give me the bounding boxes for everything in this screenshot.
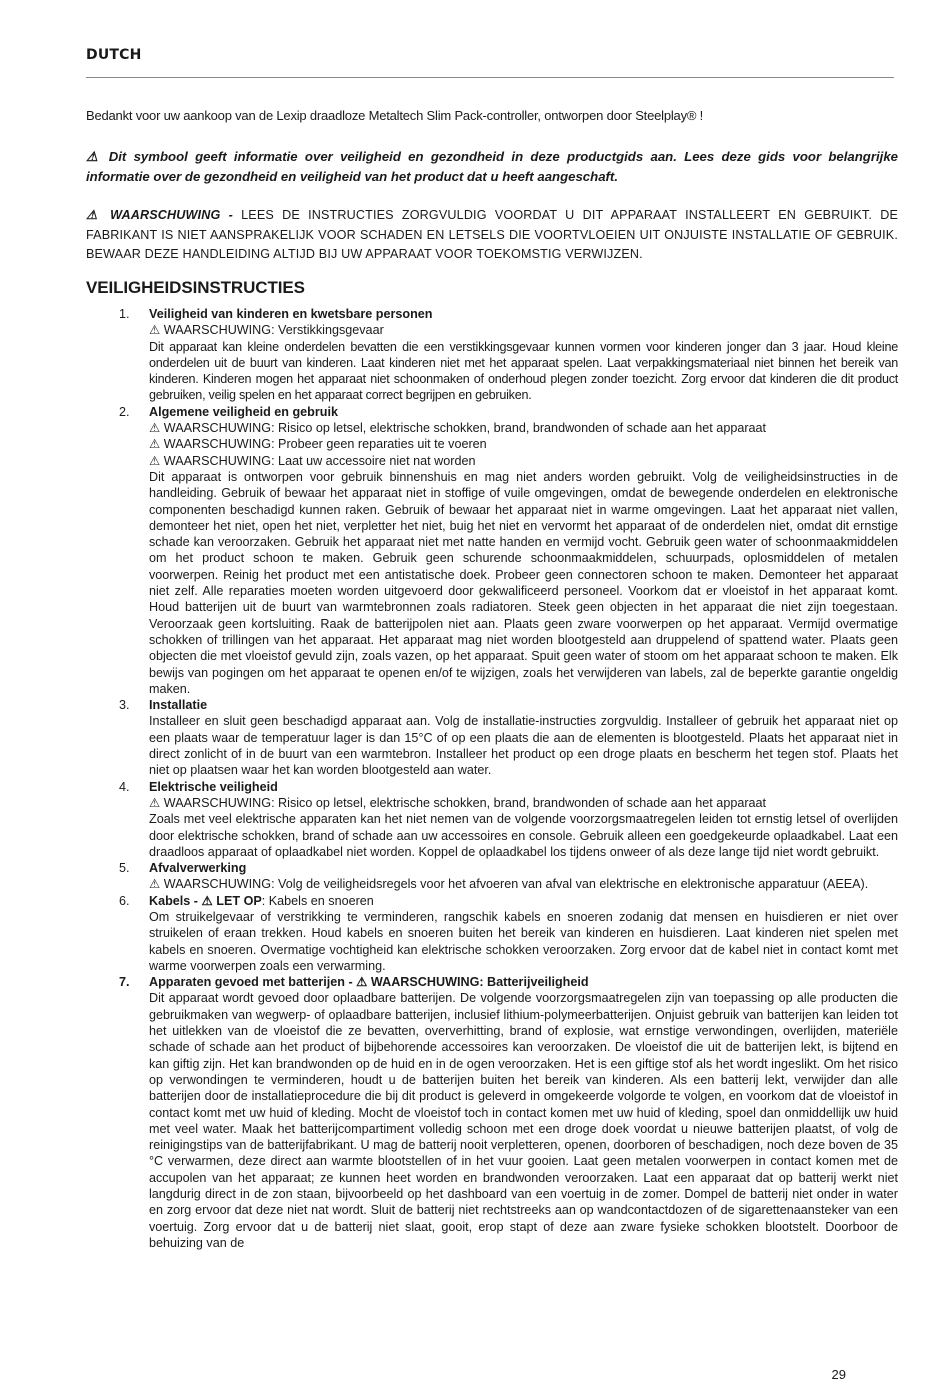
item-title: Installatie — [149, 698, 208, 713]
warning-line: ⚠ WAARSCHUWING: Risico op letsel, elektrische schokken, brand, brandwonden of schade aan het apparaat — [149, 421, 767, 436]
warning-line: ⚠ WAARSCHUWING: Risico op letsel, elektrische schokken, brand, brandwonden of schade aan het apparaat — [149, 795, 767, 810]
warning-line: ⚠ WAARSCHUWING: Laat uw accessoire niet nat worden — [149, 453, 476, 468]
list-item — [86, 779, 898, 860]
info-notice: ⚠ Dit symbool geeft informatie over veiligheid en gezondheid in deze productgids aan. Lees deze gids voor belangrijke informatie over de gezondheid en veiligheid van het product dat u heeft aangeschaft. — [86, 149, 898, 184]
item-text: Dit apparaat wordt gevoed door oplaadbare batterijen. De volgende voorzorgsmaatregelen zijn van toepassing op alle producten die gebruikmaken van wegwerp- of oplaadbare batterijen, inclusief lithium-polymeerbatterijen. Onjuist gebruik van batterijen kan leiden tot het uitlekken van de vloeistof die ze bevatten, oververhitting, brand of explosie, wat ernstige verwondingen, overlijden, materiële schade of schade aan het product of bijbehorende accessoires kan veroorzaken. De vloeistof die uit de batterijen lekt, is bijtend en kan giftig zijn. Het kan brandwonden op de huid en in de ogen veroorzaken. Het is een giftige stof als het wordt ingeslikt. Om het risico op verwondingen te verminderen, houdt u de batterijen buiten het bereik van kinderen. Als een batterij lekt, verwijder dan alle batterijen door de installatieprocedure die bij dit product is geleverd in omgekeerde volgorde te volgen, en voorkom dat de vloeistof in contact komt met uw huid of kleding. Mocht de vloeistof toch in contact komen met uw huid of kleding, spoel dan onmiddellijk uw huid met veel water. Maak het batterijcompartiment volledig schoon met een droge doek voordat u nieuwe batterijen plaatst, of volg de reinigingstips van de batterijfabrikant. U mag de batterij nooit verpletteren, openen, doorboren of beschadigen, noch deze boven de 35 °C verwarmen, deze direct aan warmte blootstellen of in het vuur gooien. Laat geen metalen voorwerpen in contact komen met de accupolen van het apparaat; ze kunnen heet worden en brandwonden veroorzaken. Laat een apparaat dat op batterij werkt niet langdurig direct in de zon staan, bijvoorbeeld op het dashboard van een voertuig in de zomer. Dompel de batterij niet onder in water en zorg ervoor dat deze niet nat wordt. Sluit de batterij niet rechtstreeks aan op wandcontactdozen of de sigarettenaansteker van een voertuig. Zorg ervoor dat u de batterij niet slaat, gooit, erop stapt of deze aan zware fysieke schokken blootstelt. Doorboor de behuizing van de — [149, 991, 898, 1250]
warning-notice-text: LEES DE INSTRUCTIES ZORGVULDIG VOORDAT U DIT APPARAAT INSTALLEERT EN GEBRUIKT. DE FABRIKANT IS NIET AANSPRAKELIJK VOOR SCHADEN EN LETSELS DIE VOORTVLOEIEN UIT ONJUISTE INSTALLATIE OF GEBRUIK. BEWAAR DEZE HANDLEIDING ALTIJD BIJ UW APPARAAT VOOR TOEKOMSTIG VERWIJZEN. — [86, 208, 898, 261]
header-divider — [86, 77, 894, 78]
item-title: Afvalverwerking — [149, 861, 247, 876]
item-title: Algemene veiligheid en gebruik — [149, 404, 338, 419]
list-item — [86, 697, 898, 778]
item-text: Dit apparaat kan kleine onderdelen bevatten die een verstikkingsgevaar kunnen vormen voor kinderen jonger dan 3 jaar. Houd kleine onderdelen uit de buurt van kinderen. Laat kinderen niet met het apparaat spelen. Laat verpakkingsmateriaal niet binnen het bereik van kinderen. Kinderen mogen het apparaat niet schoonmaken of onderhoud plegen zonder toezicht. Zorg ervoor dat kinderen die dit product gebruiken, veilig spelen en het apparaat correct begrijpen en gebruiken. — [149, 339, 898, 403]
item-text: Dit apparaat is ontworpen voor gebruik binnenshuis en mag niet anders worden gebruikt. Volg de veiligheidsinstructies in de handleiding. Gebruik of bewaar het apparaat niet in stoffige of vuile omgevingen, omdat de bewegende onderdelen en elektronische componenten beschadigd kunnen raken. Gebruik of bewaar het apparaat niet in warme omgevingen. Laat het apparaat niet vallen, demonteer het niet, open het niet, verpletter het niet, buig het niet en vervormt het apparaat of de onderdelen niet, omdat dit ernstige schade kan veroorzaken. Gebruik het apparaat niet met natte handen en vermijd vocht. Gebruik geen water of schoonmaakmiddelen om het product schoon te maken. Gebruik geen schurende schoonmaakmiddelen, schuurpads, oplosmiddelen of metalen voorwerpen. Reinig het product met een antistatische doek. Probeer geen connectoren schoon te maken. Demonteer het apparaat niet zelf. Alle reparaties moeten worden uitgevoerd door gekwalificeerd personeel. Voorkom dat er vloeistof in het apparaat komt. Houd batterijen uit de buurt van warmtebronnen zoals radiatoren. Steek geen objecten in het apparaat die niet zijn toegestaan. Veroorzaak geen kortsluiting. Raak de batterijpolen niet aan. Plaats geen zware voorwerpen op het apparaat. Vermijd overmatige schokken of trillingen van het apparaat. Het apparaat mag niet worden blootgesteld aan druppelend of spattend water. Plaats geen objecten die met vloeistof gevuld zijn, zoals vazen, op het apparaat. Spuit geen water of stoom om het apparaat schoon te maken. Elk bewijs van pogingen om het apparaat te openen en/of te wijzigen, zoals het verwijderen van labels, zal de beperkte garantie ongeldig maken. — [149, 469, 898, 696]
item-number: 5. — [119, 861, 130, 876]
item-number: 6. — [119, 893, 130, 908]
section-title: VEILIGHEIDSINSTRUCTIES — [86, 278, 305, 297]
list-item — [86, 893, 898, 974]
safety-instructions-list — [86, 306, 898, 1251]
list-item — [86, 404, 898, 697]
list-item — [86, 306, 898, 404]
intro-text: Bedankt voor uw aankoop van de Lexip draadloze Metaltech Slim Pack-controller, ontworpen door Steelplay® ! — [86, 108, 704, 123]
warning-line: ⚠ WAARSCHUWING: Probeer geen reparaties uit te voeren — [149, 437, 487, 452]
page-number: 29 — [831, 1367, 846, 1382]
item-number: 4. — [119, 779, 130, 794]
item-title-line — [149, 893, 898, 909]
item-text: Installeer en sluit geen beschadigd apparaat aan. Volg de installatie-instructies zorgvuldig. Installeer of gebruik het apparaat niet op een plaats waar de temperatuur lager is dan 15°C of op een plaats die aan de elementen is blootgesteld. Plaats het apparaat niet in direct zonlicht of in de buurt van een warmtebron. Installeer het product op een droge plaats en bescherm het tegen stof. Plaats het niet op plaatsen waar het kan worden blootgesteld aan water. — [149, 714, 898, 778]
item-number: 3. — [119, 698, 130, 713]
item-title: Elektrische veiligheid — [149, 779, 278, 794]
item-number: 2. — [119, 404, 130, 419]
item-title: Apparaten gevoed met batterijen - ⚠ WAARSCHUWING: Batterijveiligheid — [149, 975, 589, 990]
item-number: 1. — [119, 307, 130, 321]
item-title-suffix: : Kabels en snoeren — [261, 893, 374, 908]
item-title: Veiligheid van kinderen en kwetsbare personen — [149, 307, 433, 321]
list-item — [86, 974, 898, 1251]
item-text: Om struikelgevaar of verstrikking te verminderen, rangschik kabels en snoeren zodanig dat mensen en huisdieren er niet over struikelen of eraan trekken. Houd kabels en snoeren buiten het bereik van kinderen en huisdieren. Laat kinderen niet spelen met kabels en snoeren. Overmatige vochtigheid kan elektrische schokken veroorzaken. Zorg ervoor dat de kabel niet in contact komt met warme voorwerpen zoals een verwarming. — [149, 909, 898, 973]
warning-notice-lead: ⚠ WAARSCHUWING - — [86, 208, 233, 222]
list-item — [86, 860, 898, 893]
language-heading: DUTCH — [86, 47, 142, 63]
item-title: Kabels - ⚠ LET OP — [149, 893, 262, 908]
item-text: Zoals met veel elektrische apparaten kan het niet nemen van de volgende voorzorgsmaatregelen leiden tot ernstig letsel of overlijden door elektrische schokken, brand of schade aan uw accessoires en console. Gebruik alleen een goedgekeurde oplaadkabel. Laat een draadloos apparaat of oplaadkabel niet worden. Koppel de oplaadkabel los tijdens onweer of als deze lange tijd niet wordt gebruikt. — [149, 812, 898, 859]
warning-notice — [86, 206, 898, 265]
item-number: 7. — [119, 975, 130, 990]
warning-line: ⚠ WAARSCHUWING: Verstikkingsgevaar — [149, 323, 384, 338]
item-text: ⚠ WAARSCHUWING: Volg de veiligheidsregels voor het afvoeren van afval van elektrische en elektronische apparatuur (AEEA). — [149, 877, 869, 892]
